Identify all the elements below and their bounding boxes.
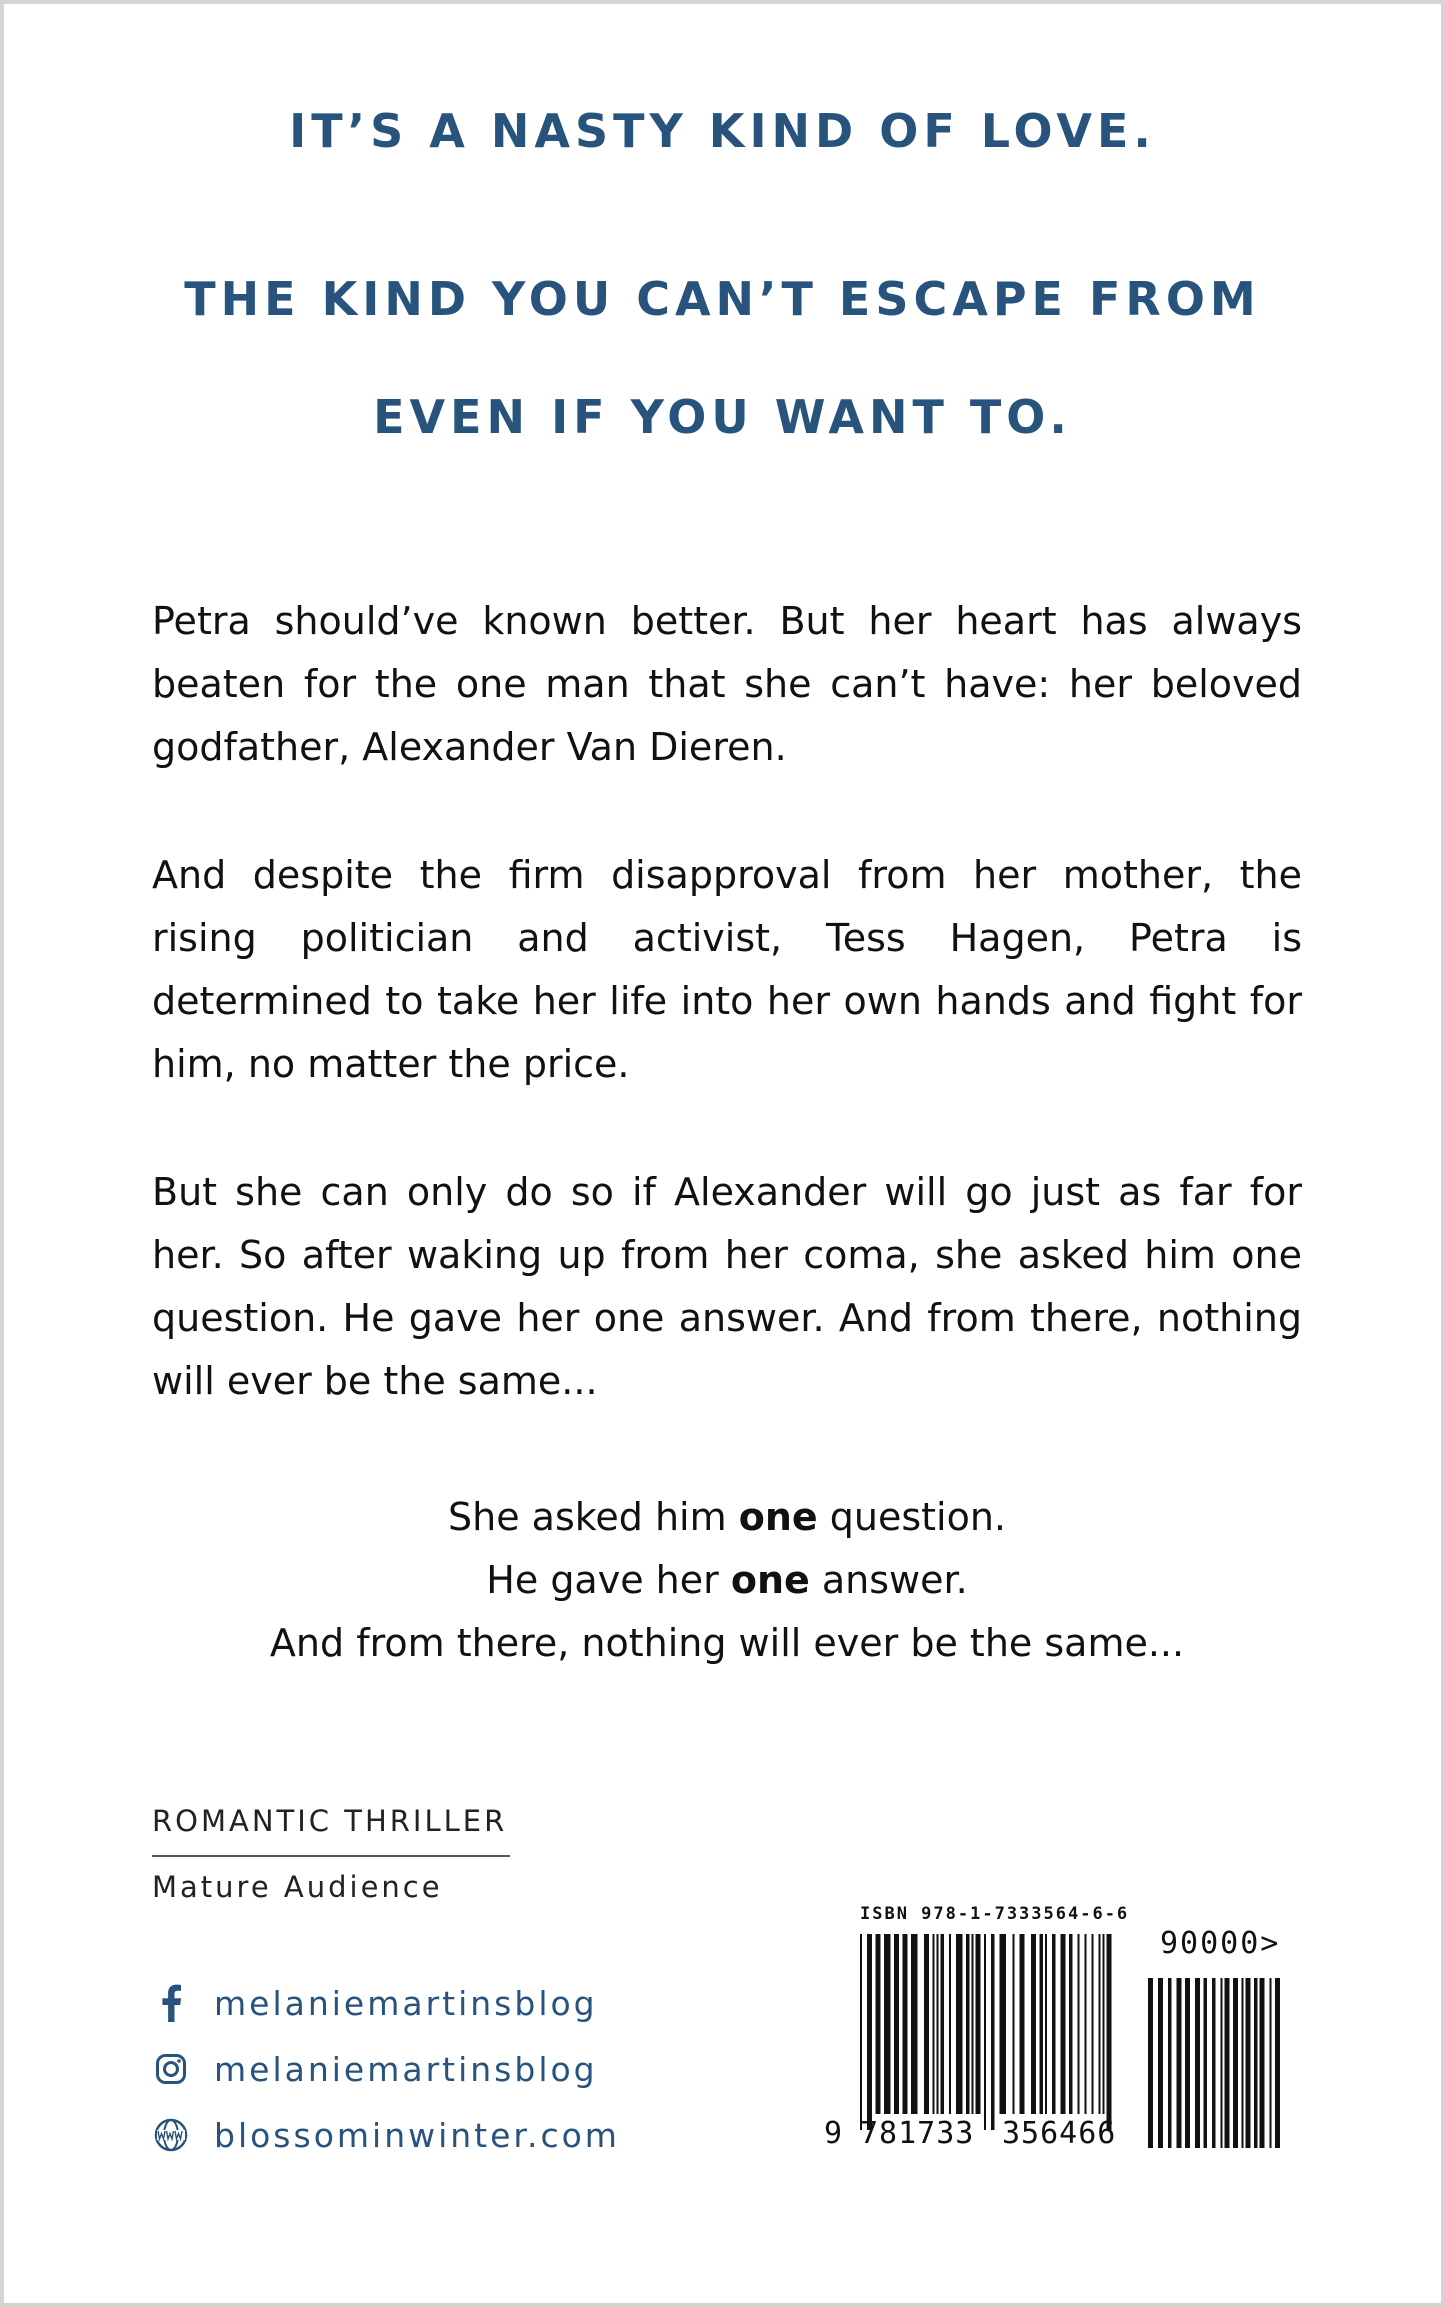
barcode-bar [876, 1934, 881, 2114]
barcode-bar [1233, 1978, 1238, 2148]
tagline-line-3: EVEN IF YOU WANT TO. [373, 390, 1072, 444]
barcode-bar [1158, 1978, 1163, 2148]
barcode-bar [1148, 1978, 1153, 2148]
barcode-bar [1185, 1978, 1190, 2148]
closing-line-2 [152, 1549, 1302, 1612]
barcode-bar [1242, 1978, 1244, 2148]
barcode-bar [956, 1934, 963, 2114]
isbn-number: ISBN 978-1-7333564-6-6 [860, 1904, 1130, 1924]
barcode-bar [1246, 1978, 1251, 2148]
barcode-bar [991, 1934, 995, 2130]
barcode-bar [1040, 1934, 1044, 2114]
instagram-handle: melaniemartinsblog [214, 2049, 598, 2089]
barcode-bar [1107, 1934, 1112, 2130]
barcode-bar [911, 1934, 918, 2114]
barcode-bar [884, 1934, 891, 2114]
barcode-bar [966, 1934, 970, 2114]
barcode-bar [1085, 1934, 1087, 2114]
barcode-bar [1031, 1934, 1036, 2114]
barcode-bar [1078, 1934, 1080, 2114]
barcode-bar [1092, 1934, 1094, 2114]
barcode-addon-price: 90000> [1160, 1926, 1281, 1961]
barcode-digit-first: 9 [824, 2116, 843, 2151]
barcode-bar [1069, 1934, 1073, 2114]
tagline-line-1: IT’S A NASTY KIND OF LOVE. [289, 104, 1156, 158]
barcode-bar [937, 1934, 939, 2114]
barcode-bar [1221, 1978, 1223, 2148]
social-facebook[interactable] [152, 1978, 598, 2028]
closing-line-3: And from there, nothing will ever be the same... [269, 1621, 1185, 1665]
closing-line-1-emphasis: one [738, 1495, 818, 1539]
genre-divider [152, 1855, 510, 1857]
tagline-line-2: THE KIND YOU CAN’T ESCAPE FROM [184, 272, 1261, 326]
barcode-bar [1020, 1934, 1025, 2114]
barcode-bar [1212, 1978, 1216, 2148]
barcode-bar [1270, 1978, 1272, 2148]
closing-line-2-text: He gave her [486, 1558, 731, 1602]
isbn-barcode [824, 1904, 1314, 2164]
barcode-bar [1013, 1934, 1015, 2114]
barcode-bar [1275, 1978, 1280, 2148]
barcode-bar [1052, 1934, 1056, 2114]
barcode-bar [1103, 1934, 1105, 2114]
genre-label: ROMANTIC THRILLER [152, 1804, 508, 1838]
closing-line-2-tail: answer. [809, 1558, 968, 1602]
globe-www-icon [152, 2116, 190, 2154]
barcode-digits-left: 781733 [860, 2116, 975, 2151]
barcode-bar [1000, 1934, 1007, 2114]
barcode-bar [949, 1934, 951, 2114]
facebook-handle: melaniemartinsblog [214, 1983, 598, 2023]
barcode-bar [867, 1934, 872, 2130]
facebook-icon [152, 1984, 190, 2022]
barcode-bar [941, 1934, 945, 2114]
blurb-paragraph-3: But she can only do so if Alexander will go just as far for her. So after waking up from her coma, she asked him one question. He gave her one answer. And from there, nothing will ever be the same... [152, 1170, 1302, 1403]
barcode-bar [976, 1934, 981, 2114]
barcode-bar [1254, 1978, 1258, 2148]
closing-line-1 [152, 1486, 1302, 1549]
closing-line-1-tail: question. [817, 1495, 1006, 1539]
audience-label: Mature Audience [152, 1870, 443, 1904]
barcode-bar [924, 1934, 929, 2114]
barcode-bar [1204, 1978, 1208, 2148]
closing-line-1-text: She asked him [448, 1495, 739, 1539]
barcode-bar [1045, 1934, 1047, 2114]
barcode-bar [903, 1934, 908, 2114]
barcode-bar [1260, 1978, 1265, 2148]
barcode-bar [1177, 1978, 1182, 2148]
barcode-bar [1061, 1934, 1066, 2114]
website-url: blossominwinter.com [214, 2115, 620, 2155]
barcode-bar [933, 1934, 935, 2114]
barcode-bar [860, 1934, 862, 2130]
closing-lines [152, 1486, 1302, 1675]
blurb-paragraph-1: Petra should’ve known better. But her heart has always beaten for the one man that she can’t have: her beloved godfather, Alexander Van Dieren. [152, 599, 1302, 769]
barcode-bar [894, 1934, 899, 2114]
closing-line-2-emphasis: one [730, 1558, 810, 1602]
barcode-bar [1225, 1978, 1230, 2148]
blurb-paragraph-2: And despite the firm disapproval from her mother, the rising politician and activist, Tess Hagen, Petra is determined to take her life into her own hands and fight for him, no matter the price. [152, 853, 1302, 1086]
social-website[interactable] [152, 2110, 620, 2160]
barcode-bar [1099, 1934, 1101, 2114]
barcode-digits-right: 356466 [1002, 2116, 1117, 2151]
instagram-icon [152, 2050, 190, 2088]
barcode-bar [984, 1934, 986, 2130]
barcode-bar [1195, 1978, 1200, 2148]
barcode-bar [1168, 1978, 1172, 2148]
barcode-bar [972, 1934, 974, 2114]
social-instagram[interactable] [152, 2044, 598, 2094]
